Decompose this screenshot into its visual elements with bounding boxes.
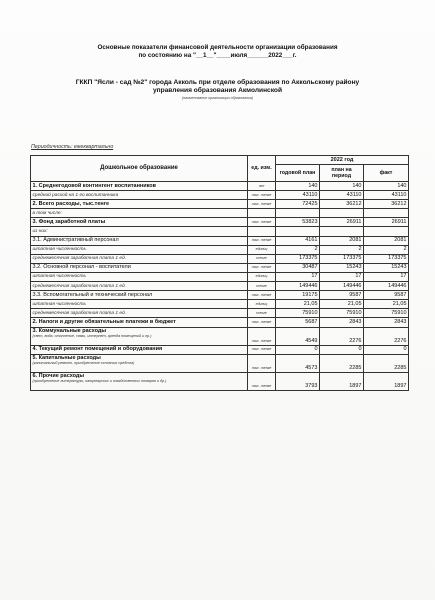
- table-row: [31, 291, 409, 300]
- organization-caption: (наименование организации образования): [181, 96, 254, 100]
- row-label: [31, 245, 248, 254]
- row-label: [31, 209, 248, 218]
- table-row: [31, 300, 409, 309]
- row-label: [31, 354, 248, 372]
- organization-name-line-2: управления образования Акмолинской: [152, 87, 283, 94]
- row-fact: 36212: [364, 200, 409, 209]
- table-row: [31, 263, 409, 272]
- row-fact: 2285: [364, 354, 409, 372]
- row-fact: 75910: [364, 309, 409, 318]
- table-row: [31, 191, 409, 200]
- row-annual-plan: 75910: [276, 309, 320, 318]
- table-row: [31, 309, 409, 318]
- row-fact: 0: [364, 345, 409, 354]
- row-fact: [364, 209, 409, 218]
- row-unit: тыс. тенге: [248, 345, 276, 354]
- periodicity-label: Периодичность: ежеквартально: [31, 144, 114, 150]
- row-label-text: 2. Налоги и другие обязательные платежи в бюджет: [32, 318, 176, 325]
- row-label-text: среднемесячная заработная плата 1 ед.: [32, 256, 126, 262]
- row-label: [31, 300, 248, 309]
- row-label-text: 5. Капитальные расходы: [32, 354, 101, 361]
- row-period-plan: [320, 209, 364, 218]
- row-period-plan: 36212: [320, 200, 364, 209]
- row-fact: 15243: [364, 263, 409, 272]
- row-label: [31, 291, 248, 300]
- row-annual-plan: 21,05: [276, 300, 320, 309]
- row-period-plan: 0: [320, 345, 364, 354]
- row-fact: 17: [364, 272, 409, 281]
- row-label-text: 3. Фонд заработной платы: [32, 218, 106, 225]
- table-row: [31, 354, 409, 372]
- row-period-plan: 149446: [320, 282, 364, 291]
- row-label: [31, 318, 248, 327]
- row-label-text: 3. Коммунальные расходы: [32, 327, 107, 334]
- row-unit: тыс. тенге: [248, 236, 276, 245]
- table-row: [31, 200, 409, 209]
- row-unit: тенге: [248, 282, 276, 291]
- row-annual-plan: [276, 209, 320, 218]
- row-period-plan: 2081: [320, 236, 364, 245]
- row-annual-plan: 5687: [276, 318, 320, 327]
- row-unit: единиц: [248, 300, 276, 309]
- row-annual-plan: 0: [276, 345, 320, 354]
- row-annual-plan: 43110: [276, 191, 320, 200]
- header-col-unit: ед. изм.: [248, 156, 276, 182]
- row-label-text: 1. Среднегодовой контингент воспитанников: [32, 182, 157, 189]
- row-label: [31, 191, 248, 200]
- row-label-text: 3.3. Вспомогательный и технический персонал: [32, 291, 153, 298]
- row-fact: 149446: [364, 282, 409, 291]
- row-period-plan: 1897: [320, 372, 364, 390]
- row-period-plan: 26911: [320, 218, 364, 227]
- table-row: [31, 209, 409, 218]
- row-label: [31, 182, 248, 191]
- row-label-text: 6. Прочие расходы: [32, 372, 85, 379]
- row-unit: [248, 227, 276, 236]
- table-row: [31, 182, 409, 191]
- row-fact: [364, 227, 409, 236]
- row-label: [31, 372, 248, 390]
- row-label-text: в том числе:: [32, 210, 62, 216]
- row-fact: 21,05: [364, 300, 409, 309]
- table-row: [31, 272, 409, 281]
- table-row: [31, 227, 409, 236]
- row-label: [31, 200, 248, 209]
- row-unit: тыс. тенге: [248, 263, 276, 272]
- row-annual-plan: 30487: [276, 263, 320, 272]
- row-fact: 2843: [364, 318, 409, 327]
- row-label-note: (свет, вода, отопление, связь, интернет, аренда помещений и пр.): [32, 333, 152, 338]
- row-fact: 1897: [364, 372, 409, 390]
- row-label: [31, 345, 248, 354]
- table-row: [31, 327, 409, 345]
- row-label-text: среднемесячная заработная плата 1 ед.: [32, 283, 126, 289]
- table-row: [31, 318, 409, 327]
- row-label: [31, 282, 248, 291]
- header-col-fact: факт: [364, 165, 409, 182]
- row-label-note: (капитальный ремонт, приобретение основных средств): [32, 360, 135, 365]
- row-annual-plan: 17: [276, 272, 320, 281]
- row-label-text: 4. Текущий ремонт помещений и оборудования: [32, 346, 163, 353]
- table-header-row-1: [31, 156, 409, 165]
- row-fact: 2: [364, 245, 409, 254]
- row-label-text: 3.1. Административный персонал: [32, 237, 119, 244]
- table-row: [31, 236, 409, 245]
- report-date-line: по состоянию на "__1__"____июля______2022___г.: [138, 52, 297, 59]
- row-fact: 9587: [364, 291, 409, 300]
- table-row: [31, 218, 409, 227]
- row-label-text: 3.2. Основной персонал - воспитатели: [32, 264, 131, 271]
- row-label: [31, 327, 248, 345]
- row-fact: 43110: [364, 191, 409, 200]
- row-annual-plan: [276, 227, 320, 236]
- row-period-plan: 15243: [320, 263, 364, 272]
- row-annual-plan: 4549: [276, 327, 320, 345]
- organization-name-line-1: ГККП "Ясли - сад №2" города Акколь при отделе образования по Аккольскому району: [75, 79, 360, 86]
- row-unit: тыс. тенге: [248, 354, 276, 372]
- row-label-note: (приобретение литературы, канцелярских и хозяйственных товаров и др.): [32, 378, 167, 383]
- row-label-text: штатная численность: [32, 274, 87, 280]
- header-col-plan: годовой план: [276, 165, 320, 182]
- table-row: [31, 282, 409, 291]
- row-label: [31, 218, 248, 227]
- row-unit: тыс. тенге: [248, 327, 276, 345]
- row-period-plan: 2843: [320, 318, 364, 327]
- row-label: [31, 254, 248, 263]
- row-period-plan: 173375: [320, 254, 364, 263]
- row-fact: 26911: [364, 218, 409, 227]
- row-annual-plan: 4573: [276, 354, 320, 372]
- row-period-plan: 21,05: [320, 300, 364, 309]
- row-annual-plan: 173375: [276, 254, 320, 263]
- row-annual-plan: 3793: [276, 372, 320, 390]
- table-row: [31, 254, 409, 263]
- row-annual-plan: 4161: [276, 236, 320, 245]
- row-fact: 2276: [364, 327, 409, 345]
- row-unit: тенге: [248, 254, 276, 263]
- row-label: [31, 227, 248, 236]
- header-col-period: план на период: [320, 165, 364, 182]
- row-period-plan: 2276: [320, 327, 364, 345]
- row-unit: тыс. тенге: [248, 218, 276, 227]
- row-label: [31, 309, 248, 318]
- row-annual-plan: 140: [276, 182, 320, 191]
- row-unit: единиц: [248, 272, 276, 281]
- table-row: [31, 245, 409, 254]
- report-title-line-1: Основные показатели финансовой деятельности организации образования: [97, 44, 338, 51]
- row-period-plan: 43110: [320, 191, 364, 200]
- row-period-plan: 75910: [320, 309, 364, 318]
- row-fact: 140: [364, 182, 409, 191]
- row-annual-plan: 19175: [276, 291, 320, 300]
- row-unit: тенге: [248, 309, 276, 318]
- row-period-plan: 2285: [320, 354, 364, 372]
- row-fact: 173375: [364, 254, 409, 263]
- row-period-plan: 17: [320, 272, 364, 281]
- row-annual-plan: 53823: [276, 218, 320, 227]
- row-period-plan: 9587: [320, 291, 364, 300]
- row-label-text: 2. Всего расходы, тыс.тенге: [32, 200, 110, 207]
- table-row: [31, 345, 409, 354]
- row-annual-plan: 72425: [276, 200, 320, 209]
- row-unit: чел: [248, 182, 276, 191]
- row-unit: тыс. тенге: [248, 318, 276, 327]
- row-unit: тыс. тенге: [248, 191, 276, 200]
- row-fact: 2081: [364, 236, 409, 245]
- row-annual-plan: 149446: [276, 282, 320, 291]
- row-label-text: из них:: [32, 229, 48, 235]
- row-period-plan: [320, 227, 364, 236]
- row-label-text: среднемесячная заработная плата 1 ед.: [32, 310, 126, 316]
- row-label: [31, 236, 248, 245]
- row-period-plan: 140: [320, 182, 364, 191]
- row-unit: тыс. тенге: [248, 200, 276, 209]
- table-row: [31, 372, 409, 390]
- financial-indicators-table: [30, 155, 409, 391]
- row-label-text: штатная численность: [32, 247, 87, 253]
- row-label: [31, 272, 248, 281]
- row-unit: тыс. тенге: [248, 372, 276, 390]
- row-unit: единиц: [248, 245, 276, 254]
- row-label: [31, 263, 248, 272]
- row-period-plan: 2: [320, 245, 364, 254]
- row-label-text: средний расход на 1-го воспитанника: [32, 192, 119, 198]
- header-year: 2022 год: [276, 156, 409, 165]
- row-label-text: штатная численность: [32, 301, 87, 307]
- row-annual-plan: 2: [276, 245, 320, 254]
- row-unit: тыс. тенге: [248, 291, 276, 300]
- header-col-name: Дошкольное образование: [31, 156, 248, 182]
- row-unit: [248, 209, 276, 218]
